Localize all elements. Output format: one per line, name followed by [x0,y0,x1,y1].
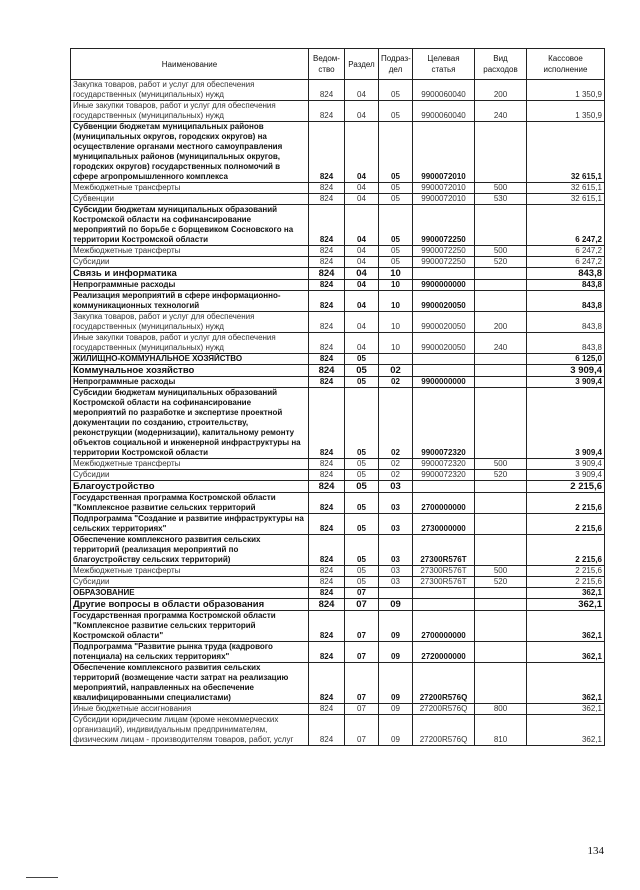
row-section: 05 [345,365,379,377]
row-subsection: 02 [379,365,413,377]
header-expense-type: Вид расходов [475,49,527,80]
row-execution: 6 247,2 [527,246,605,257]
table-row [71,481,605,493]
row-name: Субвенции бюджетам муниципальных районов (муниципальных округов, городских округов) на осуществление органами местного самоуправления муниципальных районов (муниципальных округов, городских округов) государственных полномочий в сфере агропромышленного комплекса [71,122,309,183]
row-section: 04 [345,80,379,101]
row-name: Межбюджетные трансферты [71,246,309,257]
table-row [71,333,605,354]
row-subsection: 09 [379,611,413,642]
row-name: Межбюджетные трансферты [71,459,309,470]
row-execution: 843,8 [527,268,605,280]
row-article: 9900072320 [413,388,475,459]
row-execution: 3 909,4 [527,459,605,470]
row-expense-type: 500 [475,566,527,577]
row-subsection: 03 [379,481,413,493]
row-dept: 824 [309,642,345,663]
row-expense-type [475,205,527,246]
row-article: 9900072010 [413,183,475,194]
row-subsection: 09 [379,704,413,715]
row-article: 9900072250 [413,246,475,257]
row-section: 04 [345,268,379,280]
row-dept: 824 [309,194,345,205]
row-expense-type [475,514,527,535]
row-section: 05 [345,354,379,365]
row-section: 04 [345,280,379,291]
row-dept: 824 [309,588,345,599]
row-expense-type [475,611,527,642]
row-section: 07 [345,663,379,704]
table-row [71,194,605,205]
row-execution: 2 215,6 [527,577,605,588]
row-name: Субсидии бюджетам муниципальных образований Костромской области на софинансирование мероприятий по разработке и экспертизе проектной документации по созданию, строительству, реконструкции (модернизации), капитальному ремонту объектов социальной и инженерной инфраструктуры на территории Костромской области [71,388,309,459]
row-subsection: 03 [379,535,413,566]
row-execution: 2 215,6 [527,493,605,514]
row-section: 05 [345,377,379,388]
table-row [71,354,605,365]
row-section: 04 [345,122,379,183]
row-name: Субсидии [71,577,309,588]
row-article: 2730000000 [413,514,475,535]
row-dept: 824 [309,280,345,291]
table-row [71,459,605,470]
row-article: 9900000000 [413,280,475,291]
row-dept: 824 [309,333,345,354]
row-section: 07 [345,642,379,663]
row-execution: 2 215,6 [527,481,605,493]
row-article: 9900020050 [413,291,475,312]
header-execution: Кассовое исполнение [527,49,605,80]
table-row [71,704,605,715]
row-article: 2700000000 [413,493,475,514]
row-execution: 1 350,9 [527,101,605,122]
footer-rule [26,877,58,878]
row-dept: 824 [309,183,345,194]
row-expense-type [475,280,527,291]
row-section: 04 [345,246,379,257]
row-section: 05 [345,459,379,470]
row-execution: 362,1 [527,599,605,611]
row-expense-type: 500 [475,246,527,257]
row-subsection: 05 [379,183,413,194]
row-subsection: 03 [379,493,413,514]
row-name: ОБРАЗОВАНИЕ [71,588,309,599]
row-section: 04 [345,257,379,268]
row-execution: 2 215,6 [527,514,605,535]
row-name: Другие вопросы в области образования [71,599,309,611]
row-subsection: 09 [379,663,413,704]
row-section: 07 [345,715,379,746]
row-dept: 824 [309,481,345,493]
row-execution: 362,1 [527,715,605,746]
row-article: 9900072250 [413,257,475,268]
row-expense-type: 520 [475,577,527,588]
table-row [71,599,605,611]
row-dept: 824 [309,312,345,333]
row-subsection: 03 [379,577,413,588]
table-row [71,365,605,377]
row-name: Межбюджетные трансферты [71,566,309,577]
row-execution: 843,8 [527,291,605,312]
table-row [71,642,605,663]
row-section: 04 [345,194,379,205]
row-execution: 32 615,1 [527,122,605,183]
row-expense-type [475,493,527,514]
row-expense-type [475,365,527,377]
row-article: 27200R576Q [413,715,475,746]
row-expense-type [475,588,527,599]
row-article: 9900020050 [413,312,475,333]
row-subsection: 05 [379,122,413,183]
row-dept: 824 [309,80,345,101]
row-expense-type [475,388,527,459]
row-dept: 824 [309,101,345,122]
table-row [71,101,605,122]
row-dept: 824 [309,577,345,588]
row-expense-type [475,599,527,611]
table-row [71,577,605,588]
row-dept: 824 [309,704,345,715]
table-row [71,566,605,577]
row-name: Иные бюджетные ассигнования [71,704,309,715]
table-row [71,535,605,566]
table-row [71,588,605,599]
row-section: 05 [345,470,379,481]
row-name: Подпрограмма "Развитие рынка труда (кадрового потенциала) на сельских территориях" [71,642,309,663]
row-execution: 32 615,1 [527,183,605,194]
row-expense-type [475,354,527,365]
row-article: 9900060040 [413,80,475,101]
row-expense-type: 240 [475,333,527,354]
row-section: 05 [345,566,379,577]
row-name: Закупка товаров, работ и услуг для обеспечения государственных (муниципальных) нужд [71,80,309,101]
row-expense-type: 530 [475,194,527,205]
row-article: 2700000000 [413,611,475,642]
row-subsection: 10 [379,280,413,291]
row-section: 05 [345,577,379,588]
table-row [71,663,605,704]
table-row [71,205,605,246]
row-name: Государственная программа Костромской области "Комплексное развитие сельских территорий Костромской области" [71,611,309,642]
row-dept: 824 [309,268,345,280]
row-name: Субсидии бюджетам муниципальных образований Костромской области на софинансирование мероприятий по борьбе с борщевиком Сосновского на территории Костромской области [71,205,309,246]
row-name: ЖИЛИЩНО-КОММУНАЛЬНОЕ ХОЗЯЙСТВО [71,354,309,365]
row-expense-type: 500 [475,459,527,470]
row-execution: 843,8 [527,312,605,333]
row-name: Межбюджетные трансферты [71,183,309,194]
row-subsection: 05 [379,246,413,257]
row-article [413,481,475,493]
row-subsection: 10 [379,291,413,312]
row-expense-type: 240 [475,101,527,122]
row-article: 9900072010 [413,194,475,205]
row-subsection: 09 [379,642,413,663]
row-article: 27300R576T [413,577,475,588]
row-dept: 824 [309,459,345,470]
row-subsection: 05 [379,194,413,205]
row-dept: 824 [309,663,345,704]
row-article: 9900072320 [413,470,475,481]
row-name: Непрограммные расходы [71,280,309,291]
row-expense-type [475,377,527,388]
row-name: Иные закупки товаров, работ и услуг для обеспечения государственных (муниципальных) нужд [71,333,309,354]
row-subsection: 09 [379,599,413,611]
row-article: 27200R576Q [413,663,475,704]
row-article: 9900072250 [413,205,475,246]
row-name: Обеспечение комплексного развития сельских территорий (возмещение части затрат на реализацию мероприятий, направленных на обеспечение квалифицированными специалистами) [71,663,309,704]
row-execution: 6 125,0 [527,354,605,365]
row-subsection: 02 [379,459,413,470]
row-subsection: 05 [379,101,413,122]
row-subsection: 10 [379,312,413,333]
row-execution: 3 909,4 [527,377,605,388]
row-expense-type [475,642,527,663]
row-section: 04 [345,101,379,122]
row-article [413,599,475,611]
table-row [71,257,605,268]
row-expense-type [475,663,527,704]
row-subsection: 03 [379,566,413,577]
row-execution: 362,1 [527,588,605,599]
row-section: 07 [345,704,379,715]
table-row [71,470,605,481]
row-subsection: 02 [379,377,413,388]
row-dept: 824 [309,566,345,577]
table-row [71,122,605,183]
row-dept: 824 [309,291,345,312]
row-article: 9900072320 [413,459,475,470]
row-execution: 6 247,2 [527,257,605,268]
header-row [71,49,605,80]
row-subsection [379,588,413,599]
row-name: Обеспечение комплексного развития сельских территорий (реализация мероприятий по благоустройству сельских территорий) [71,535,309,566]
row-dept: 824 [309,611,345,642]
row-execution: 3 909,4 [527,470,605,481]
row-expense-type: 200 [475,80,527,101]
row-article: 27300R576T [413,566,475,577]
table-row [71,280,605,291]
table-row [71,715,605,746]
row-dept: 824 [309,493,345,514]
row-subsection: 05 [379,257,413,268]
row-execution: 32 615,1 [527,194,605,205]
row-name: Государственная программа Костромской области "Комплексное развитие сельских территорий [71,493,309,514]
row-article: 27300R576T [413,535,475,566]
table-row [71,312,605,333]
row-execution: 362,1 [527,642,605,663]
row-section: 04 [345,183,379,194]
table-row [71,493,605,514]
row-execution: 3 909,4 [527,388,605,459]
header-article: Целевая статья [413,49,475,80]
row-execution: 2 215,6 [527,535,605,566]
row-dept: 824 [309,257,345,268]
row-section: 05 [345,514,379,535]
row-name: Благоустройство [71,481,309,493]
row-name: Реализация мероприятий в сфере информационно-коммуникационных технологий [71,291,309,312]
row-article: 27200R576Q [413,704,475,715]
row-subsection: 03 [379,514,413,535]
row-execution: 6 247,2 [527,205,605,246]
row-dept: 824 [309,535,345,566]
table-row [71,388,605,459]
row-expense-type [475,268,527,280]
row-subsection: 09 [379,715,413,746]
row-dept: 824 [309,377,345,388]
row-article: 9900072010 [413,122,475,183]
header-subsection: Подраз-дел [379,49,413,80]
row-execution: 362,1 [527,611,605,642]
row-section: 04 [345,312,379,333]
row-dept: 824 [309,388,345,459]
row-name: Подпрограмма "Создание и развитие инфраструктуры на сельских территориях" [71,514,309,535]
row-dept: 824 [309,470,345,481]
header-section: Раздел [345,49,379,80]
row-expense-type [475,291,527,312]
row-execution: 2 215,6 [527,566,605,577]
row-subsection: 02 [379,470,413,481]
row-subsection: 02 [379,388,413,459]
row-dept: 824 [309,514,345,535]
row-section: 04 [345,205,379,246]
row-section: 07 [345,599,379,611]
row-section: 05 [345,535,379,566]
row-expense-type: 520 [475,257,527,268]
budget-table [70,48,605,746]
row-section: 07 [345,611,379,642]
row-dept: 824 [309,715,345,746]
row-expense-type [475,535,527,566]
row-article: 2720000000 [413,642,475,663]
row-section: 05 [345,481,379,493]
row-expense-type: 810 [475,715,527,746]
row-dept: 824 [309,122,345,183]
row-article: 9900000000 [413,377,475,388]
row-subsection: 05 [379,80,413,101]
row-section: 04 [345,333,379,354]
row-name: Непрограммные расходы [71,377,309,388]
row-dept: 824 [309,246,345,257]
row-execution: 3 909,4 [527,365,605,377]
row-article [413,268,475,280]
row-subsection: 10 [379,333,413,354]
row-section: 07 [345,588,379,599]
row-expense-type: 520 [475,470,527,481]
row-article: 9900060040 [413,101,475,122]
row-expense-type [475,122,527,183]
row-expense-type [475,481,527,493]
table-row [71,377,605,388]
table-row [71,268,605,280]
row-expense-type: 200 [475,312,527,333]
row-article: 9900020050 [413,333,475,354]
page-number: 134 [587,845,604,857]
row-name: Субсидии [71,257,309,268]
table-row [71,611,605,642]
row-article [413,365,475,377]
row-name: Связь и информатика [71,268,309,280]
row-name: Субвенции [71,194,309,205]
row-name: Иные закупки товаров, работ и услуг для обеспечения государственных (муниципальных) нужд [71,101,309,122]
table-row [71,80,605,101]
row-expense-type: 500 [475,183,527,194]
row-expense-type: 800 [475,704,527,715]
row-section: 04 [345,291,379,312]
row-execution: 843,8 [527,280,605,291]
row-subsection: 10 [379,268,413,280]
row-subsection [379,354,413,365]
row-name: Субсидии юридическим лицам (кроме некоммерческих организаций), индивидуальным предпринимателям, физическим лицам - производителям товаров, работ, услуг [71,715,309,746]
row-execution: 362,1 [527,663,605,704]
row-name: Закупка товаров, работ и услуг для обеспечения государственных (муниципальных) нужд [71,312,309,333]
table-row [71,246,605,257]
table-row [71,514,605,535]
row-article [413,588,475,599]
row-article [413,354,475,365]
row-section: 05 [345,388,379,459]
table-row [71,183,605,194]
row-section: 05 [345,493,379,514]
row-subsection: 05 [379,205,413,246]
row-dept: 824 [309,365,345,377]
row-dept: 824 [309,354,345,365]
row-execution: 843,8 [527,333,605,354]
row-dept: 824 [309,599,345,611]
row-dept: 824 [309,205,345,246]
row-name: Коммунальное хозяйство [71,365,309,377]
row-execution: 362,1 [527,704,605,715]
header-name: Наименование [71,49,309,80]
row-name: Субсидии [71,470,309,481]
row-execution: 1 350,9 [527,80,605,101]
table-row [71,291,605,312]
header-dept: Ведом-ство [309,49,345,80]
